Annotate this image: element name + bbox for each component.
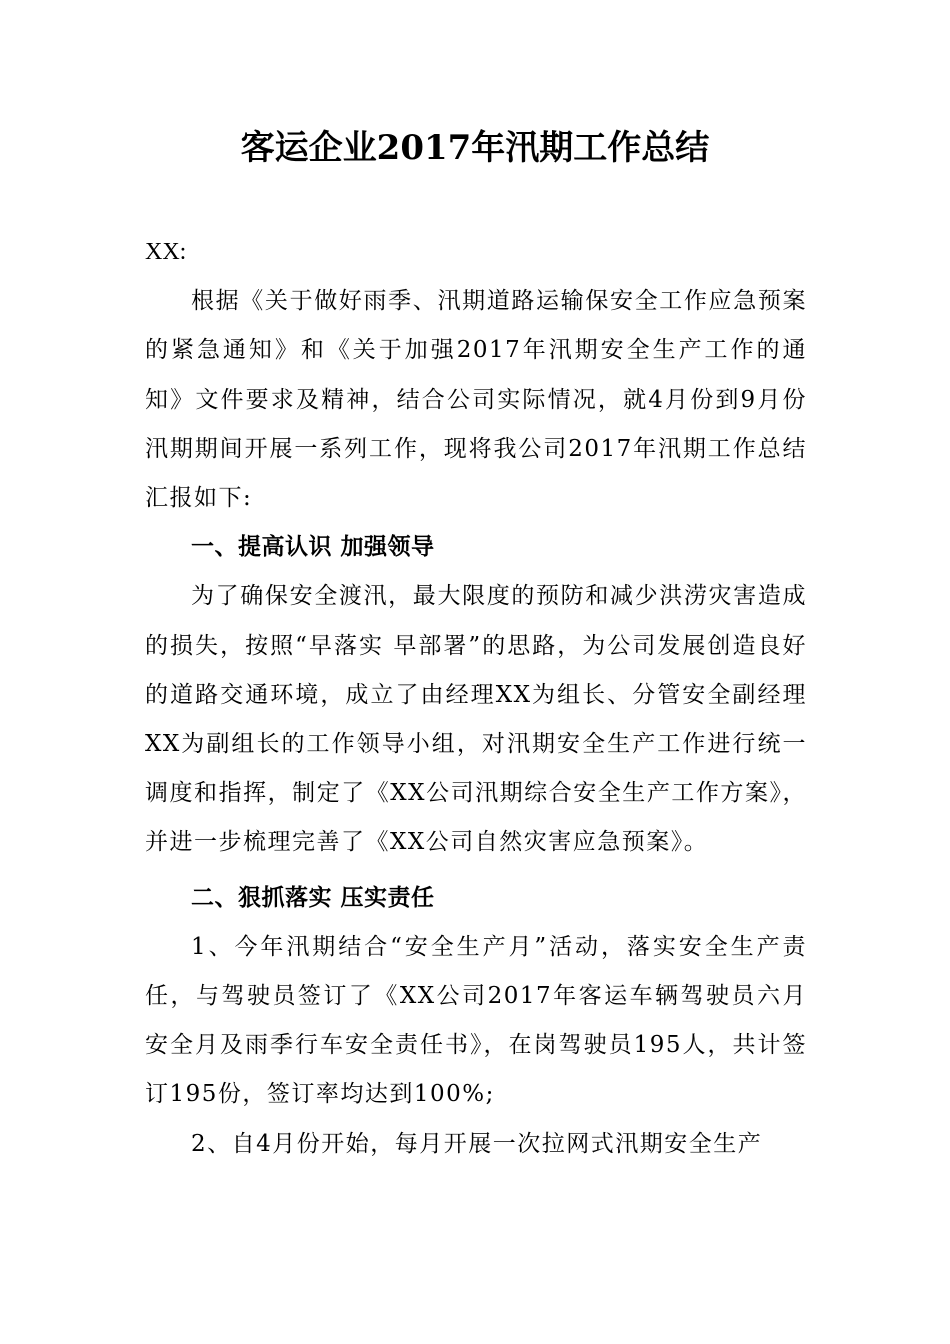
- document-title: 客运企业2017年汛期工作总结: [240, 128, 710, 168]
- document-body: [145, 228, 807, 1169]
- section-2-heading: 二、狠抓落实 压实责任: [191, 884, 435, 911]
- section-2-item-2: 2、自4月份开始，每月开展一次拉网式汛期安全生产: [191, 1130, 763, 1157]
- salutation: XX:: [145, 239, 187, 265]
- section-1-paragraph: 为了确保安全渡汛，最大限度的预防和减少洪涝灾害造成的损失，按照“早落实 早部署”的思路，为公司发展创造良好的道路交通环境，成立了由经理XX为组长、分管安全副经理XX为副组长的工作领导小组，对汛期安全生产工作进行统一调度和指挥，制定了《XX公司汛期综合安全生产工作方案》，并进一步梳理完善了《XX公司自然灾害应急预案》。: [145, 583, 807, 856]
- intro-paragraph: 根据《关于做好雨季、汛期道路运输保安全工作应急预案的紧急通知》和《关于加强2017年汛期安全生产工作的通知》文件要求及精神，结合公司实际情况，就4月份到9月份汛期期间开展一系列工作，现将我公司2017年汛期工作总结汇报如下:: [145, 288, 807, 512]
- section-2-item-1: 1、今年汛期结合“安全生产月”活动，落实安全生产责任，与驾驶员签订了《XX公司2017年客运车辆驾驶员六月安全月及雨季行车安全责任书》，在岗驾驶员195人，共计签订195份，签订率均达到100%;: [145, 933, 807, 1108]
- section-1-heading: 一、提高认识 加强领导: [191, 534, 435, 561]
